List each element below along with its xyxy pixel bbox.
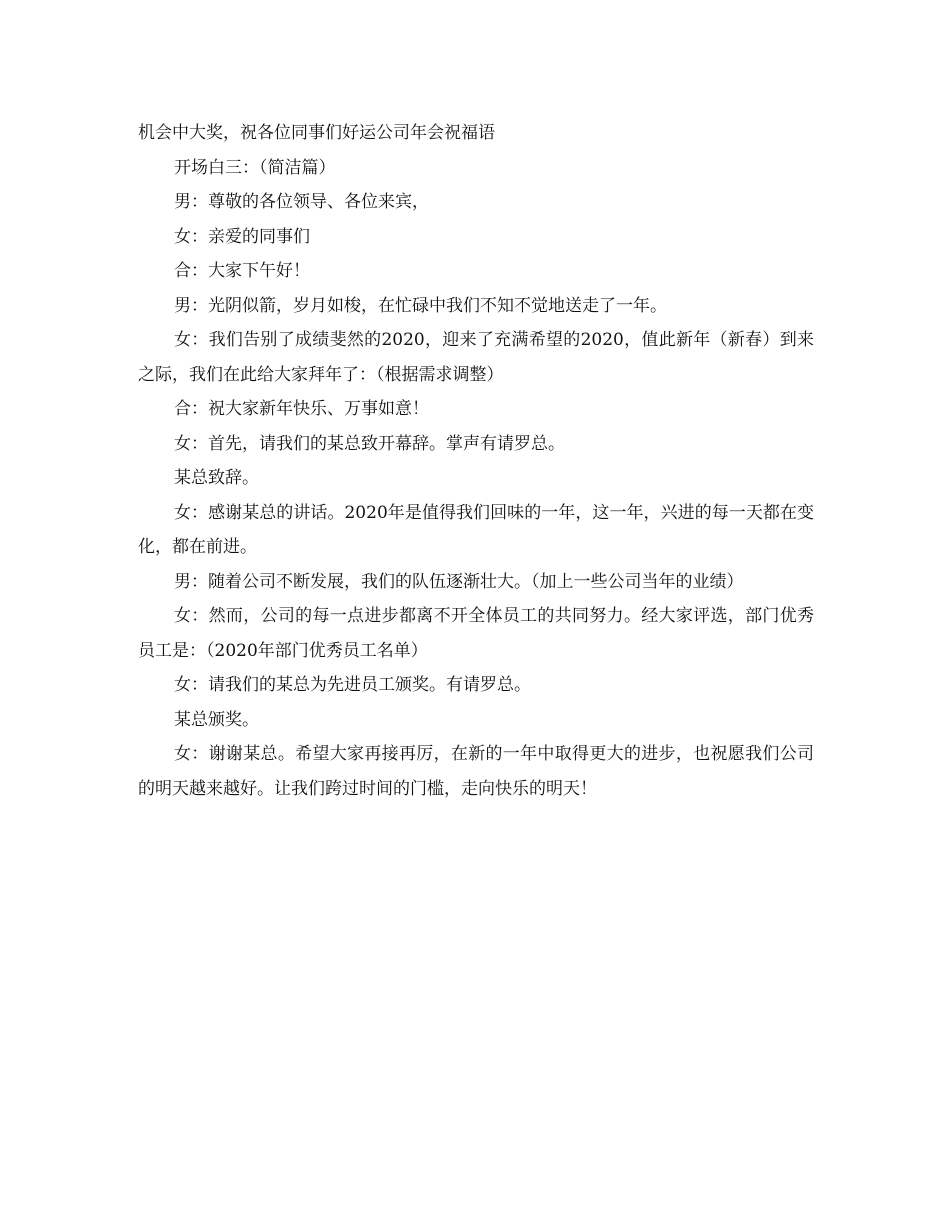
paragraph-female-thanks: 女：感谢某总的讲话。2020年是值得我们回味的一年，这一年，兴进的每一天都在变化，都在前进。 <box>138 502 814 557</box>
paragraph-female-greeting: 女：亲爱的同事们 <box>174 226 310 247</box>
paragraph-together-greeting: 合：大家下午好！ <box>174 261 310 281</box>
paragraph-male-greeting: 男：尊敬的各位领导、各位来宾， <box>174 192 429 212</box>
paragraph-award-note: 某总颁奖。 <box>174 709 259 730</box>
paragraph-continuation: 机会中大奖，祝各位同事们好运公司年会祝福语 <box>138 123 495 143</box>
paragraph-male-time: 男：光阴似箭，岁月如梭，在忙碌中我们不知不觉地送走了一年。 <box>174 295 667 316</box>
paragraph-speech-note: 某总致辞。 <box>174 468 259 488</box>
paragraph-female-opening-speech: 女：首先，请我们的某总致开幕辞。掌声有请罗总。 <box>174 433 565 454</box>
paragraph-female-new-year: 女：我们告别了成绩斐然的2020，迎来了充满希望的2020，值此新年（新春）到来之际，我们在此给大家拜年了：（根据需求调整） <box>138 330 814 385</box>
paragraph-opening-title: 开场白三：（简洁篇） <box>174 157 336 178</box>
document-body <box>138 116 814 806</box>
paragraph-female-closing: 女：谢谢某总。希望大家再接再厉，在新的一年中取得更大的进步，也祝愿我们公司的明天越来越好。让我们跨过时间的门槛，走向快乐的明天！ <box>138 744 814 799</box>
paragraph-together-wishes: 合：祝大家新年快乐、万事如意！ <box>174 399 429 419</box>
paragraph-female-staff: 女：然而，公司的每一点进步都离不开全体员工的共同努力。经大家评选，部门优秀员工是：（2020年部门优秀员工名单） <box>138 606 814 661</box>
paragraph-female-award: 女：请我们的某总为先进员工颁奖。有请罗总。 <box>174 675 531 695</box>
paragraph-male-growth: 男：随着公司不断发展，我们的队伍逐渐壮大。（加上一些公司当年的业绩） <box>174 571 744 592</box>
